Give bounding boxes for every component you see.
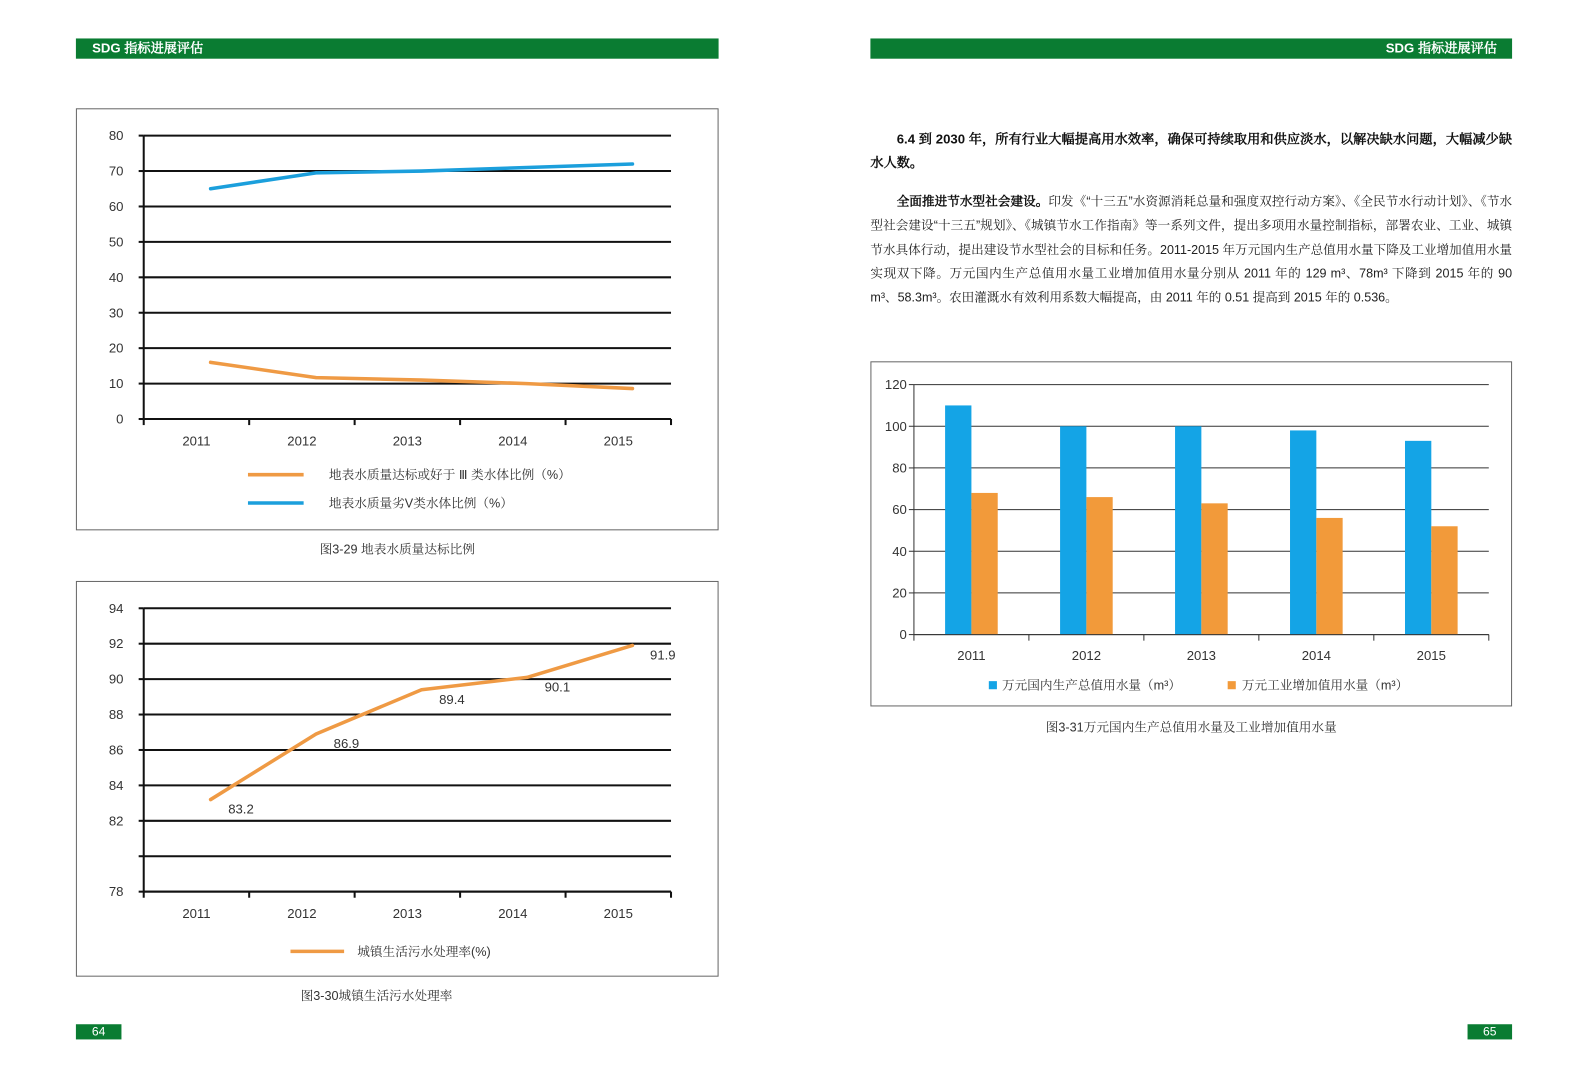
x-tick-label: 2014 bbox=[1301, 647, 1331, 663]
y-tick-label: 40 bbox=[892, 543, 907, 559]
data-point bbox=[420, 379, 423, 382]
x-tick-label: 2015 bbox=[603, 433, 633, 449]
x-tick-label: 2014 bbox=[498, 433, 528, 449]
y-tick-label: 88 bbox=[108, 707, 124, 723]
data-label: 89.4 bbox=[439, 691, 465, 707]
y-tick-label: 0 bbox=[899, 627, 907, 643]
y-tick-label: 78 bbox=[108, 884, 124, 900]
y-tick-label: 86 bbox=[108, 742, 124, 758]
x-tick-label: 2012 bbox=[287, 905, 317, 921]
x-tick-label: 2013 bbox=[1186, 647, 1216, 663]
bar-series-2-2012 bbox=[1086, 497, 1112, 634]
y-tick-label: 70 bbox=[108, 163, 124, 179]
y-tick-label: 100 bbox=[884, 418, 907, 434]
left-page-header-title: SDG 指标进展评估 bbox=[92, 40, 204, 56]
data-point bbox=[420, 170, 423, 173]
figure-3-30-plot bbox=[76, 581, 719, 977]
legend-label: 地表水质量达标或好于 Ⅲ 类水体比例（%） bbox=[328, 468, 571, 483]
x-tick-label: 2011 bbox=[957, 647, 986, 663]
bar-series-1-2013 bbox=[1175, 426, 1201, 634]
data-label: 91.9 bbox=[650, 647, 676, 663]
y-tick-label: 50 bbox=[108, 234, 124, 250]
x-tick-label: 2015 bbox=[603, 905, 633, 921]
y-tick-label: 20 bbox=[108, 340, 124, 356]
data-point bbox=[525, 676, 528, 679]
data-point bbox=[315, 171, 318, 174]
y-tick-label: 120 bbox=[884, 377, 907, 393]
data-point bbox=[525, 382, 528, 385]
y-tick-label: 0 bbox=[116, 411, 124, 427]
figure-3-30-caption: 图3-30城镇生活污水处理率 bbox=[300, 988, 453, 1003]
y-tick-label: 40 bbox=[108, 269, 124, 285]
y-tick-label: 80 bbox=[108, 128, 124, 144]
figure-3-31-chart bbox=[870, 361, 1512, 706]
x-tick-label: 2012 bbox=[1071, 647, 1102, 663]
figure-3-31-caption: 图3-31万元国内生产总值用水量及工业增加值用水量 bbox=[1045, 720, 1337, 735]
y-tick-label: 10 bbox=[108, 376, 124, 392]
y-tick-label: 80 bbox=[892, 460, 907, 476]
figure-3-29-plot bbox=[76, 108, 719, 530]
legend-label: 万元国内生产总值用水量（m³） bbox=[1001, 678, 1182, 693]
data-point bbox=[209, 798, 212, 801]
bar-series-1-2011 bbox=[945, 405, 971, 634]
paragraph-lead: 全面推进节水型社会建设。 bbox=[896, 194, 1049, 209]
bar-series-1-2015 bbox=[1405, 441, 1431, 635]
left-page-number: 64 bbox=[76, 1024, 122, 1039]
bar-series-1-2014 bbox=[1290, 430, 1316, 634]
legend-swatch bbox=[1228, 681, 1236, 689]
x-tick-label: 2011 bbox=[182, 433, 211, 449]
legend-label: 万元工业增加值用水量（m³） bbox=[1241, 678, 1409, 693]
data-point bbox=[631, 387, 634, 390]
data-point bbox=[631, 644, 634, 647]
bar-series-2-2013 bbox=[1201, 503, 1227, 634]
body-paragraph bbox=[870, 190, 1512, 310]
bar-series-2-2014 bbox=[1316, 518, 1342, 635]
data-point bbox=[209, 361, 212, 364]
figure-3-29-chart bbox=[76, 108, 719, 530]
figure-3-29-caption: 图3-29 地表水质量达标比例 bbox=[319, 542, 475, 557]
data-point bbox=[315, 376, 318, 379]
y-tick-label: 94 bbox=[108, 600, 124, 616]
figure-3-30-chart bbox=[76, 581, 719, 977]
y-tick-label: 82 bbox=[108, 813, 124, 829]
data-point bbox=[209, 187, 212, 190]
bar-series-1-2012 bbox=[1060, 426, 1086, 634]
data-point bbox=[525, 166, 528, 169]
right-page-header-title: SDG 指标进展评估 bbox=[1385, 40, 1497, 56]
target-6-4-heading: 6.4 到 2030 年，所有行业大幅提高用水效率，确保可持续取用和供应淡水，以解决缺水问题，大幅减少缺水人数。 bbox=[870, 131, 1513, 171]
y-tick-label: 92 bbox=[108, 636, 124, 652]
right-page-header-bar bbox=[870, 38, 1512, 58]
data-point bbox=[315, 733, 318, 736]
data-label: 83.2 bbox=[228, 801, 254, 817]
legend-label: 城镇生活污水处理率(%) bbox=[357, 944, 491, 959]
right-page-number: 65 bbox=[1468, 1024, 1513, 1039]
legend-label: 地表水质量劣V类水体比例（%） bbox=[328, 496, 513, 511]
y-tick-label: 20 bbox=[892, 585, 907, 601]
data-label: 86.9 bbox=[333, 736, 360, 752]
data-point bbox=[631, 162, 634, 165]
x-tick-label: 2015 bbox=[1416, 647, 1446, 663]
y-tick-label: 90 bbox=[108, 671, 124, 687]
y-tick-label: 60 bbox=[108, 199, 124, 215]
data-label: 90.1 bbox=[544, 679, 571, 695]
y-tick-label: 30 bbox=[108, 305, 124, 321]
x-tick-label: 2013 bbox=[392, 433, 422, 449]
bar-series-2-2011 bbox=[971, 493, 997, 635]
x-tick-label: 2013 bbox=[392, 905, 422, 921]
legend-swatch bbox=[989, 681, 997, 689]
x-tick-label: 2011 bbox=[182, 905, 211, 921]
y-tick-label: 60 bbox=[892, 502, 907, 518]
x-tick-label: 2012 bbox=[287, 433, 317, 449]
y-tick-label: 84 bbox=[108, 777, 124, 793]
figure-3-31-plot bbox=[870, 361, 1512, 706]
left-page-header-bar bbox=[76, 38, 719, 58]
bar-series-2-2015 bbox=[1431, 526, 1457, 634]
x-tick-label: 2014 bbox=[498, 905, 528, 921]
paragraph-body: 印发《“十三五”水资源消耗总量和强度双控行动方案》、《全民节水行动计划》、《节水型社会建设“十三五”规划》、《城镇节水工作指南》等一系列文件，提出多项用水量控制指标，部署农业、工业、城镇节水具体行动，提出建设节水型社会的目标和任务。2011-2015 年万元国内生产总值用水量下降及工业增加值用水量实现双下降。万元国内生产总值用水量工业增加值用水量分别从 2011 年的 129 m³、78m³ 下降到 2015 年的 90 m³、58.3m³。农田灌溉水有效利用系数大幅提高，由 2011 年的 0.51 提高到 2015 年的 0.536。 bbox=[870, 194, 1513, 305]
data-point bbox=[420, 688, 423, 691]
